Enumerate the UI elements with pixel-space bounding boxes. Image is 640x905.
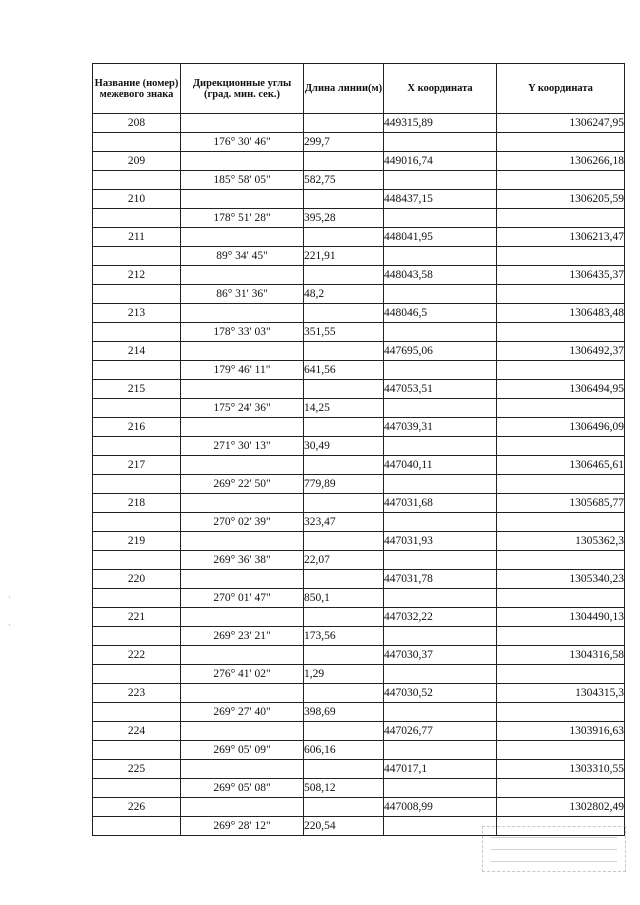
direction-angle: 269° 23' 21" [181, 627, 304, 646]
empty-cell [497, 513, 625, 532]
line-length: 323,47 [304, 513, 384, 532]
point-name: 219 [93, 532, 181, 551]
empty-cell [304, 798, 384, 817]
direction-angle: 269° 36' 38" [181, 551, 304, 570]
empty-cell [93, 247, 181, 266]
line-length: 395,28 [304, 209, 384, 228]
empty-cell [93, 665, 181, 684]
line-length: 221,91 [304, 247, 384, 266]
x-coordinate: 447053,51 [384, 380, 497, 399]
empty-cell [384, 285, 497, 304]
empty-cell [93, 475, 181, 494]
empty-cell [181, 722, 304, 741]
empty-cell [304, 722, 384, 741]
header-point-name: Название (номер) межевого знака [93, 64, 181, 114]
line-length: 22,07 [304, 551, 384, 570]
y-coordinate: 1306483,48 [497, 304, 625, 323]
empty-cell [497, 399, 625, 418]
line-length: 30,49 [304, 437, 384, 456]
point-name: 208 [93, 114, 181, 133]
empty-cell [304, 152, 384, 171]
empty-cell [304, 114, 384, 133]
empty-cell [497, 171, 625, 190]
line-length: 48,2 [304, 285, 384, 304]
empty-cell [497, 361, 625, 380]
segment-row [93, 361, 625, 380]
y-coordinate: 1305340,23 [497, 570, 625, 589]
empty-cell [181, 342, 304, 361]
empty-cell [304, 532, 384, 551]
header-direction-angle: Дирекционные углы (град. мин. сек.) [181, 64, 304, 114]
line-length: 582,75 [304, 171, 384, 190]
segment-row [93, 133, 625, 152]
segment-row [93, 399, 625, 418]
empty-cell [384, 171, 497, 190]
x-coordinate: 447030,52 [384, 684, 497, 703]
point-row [93, 266, 625, 285]
empty-cell [384, 323, 497, 342]
y-coordinate: 1306247,95 [497, 114, 625, 133]
header-row [93, 64, 625, 114]
empty-cell [93, 361, 181, 380]
empty-cell [497, 209, 625, 228]
y-coordinate: 1306435,37 [497, 266, 625, 285]
empty-cell [181, 760, 304, 779]
point-row [93, 228, 625, 247]
empty-cell [181, 570, 304, 589]
point-row [93, 570, 625, 589]
empty-cell [304, 608, 384, 627]
margin-speck: · [8, 592, 11, 602]
segment-row [93, 589, 625, 608]
empty-cell [181, 494, 304, 513]
point-name: 223 [93, 684, 181, 703]
header-y-coordinate: Y координата [497, 64, 625, 114]
empty-cell [181, 646, 304, 665]
empty-cell [181, 456, 304, 475]
empty-cell [181, 266, 304, 285]
empty-cell [181, 684, 304, 703]
x-coordinate: 449016,74 [384, 152, 497, 171]
empty-cell [304, 646, 384, 665]
segment-row [93, 551, 625, 570]
empty-cell [384, 741, 497, 760]
segment-row [93, 209, 625, 228]
empty-cell [304, 190, 384, 209]
point-row [93, 190, 625, 209]
empty-cell [497, 133, 625, 152]
point-name: 211 [93, 228, 181, 247]
empty-cell [497, 475, 625, 494]
point-name: 216 [93, 418, 181, 437]
empty-cell [384, 817, 497, 836]
header-line-length: Длина линии(м) [304, 64, 384, 114]
point-name: 221 [93, 608, 181, 627]
direction-angle: 179° 46' 11" [181, 361, 304, 380]
empty-cell [304, 304, 384, 323]
point-name: 212 [93, 266, 181, 285]
point-name: 209 [93, 152, 181, 171]
segment-row [93, 779, 625, 798]
point-row [93, 760, 625, 779]
x-coordinate: 447031,68 [384, 494, 497, 513]
direction-angle: 178° 51' 28" [181, 209, 304, 228]
empty-cell [93, 209, 181, 228]
point-row [93, 380, 625, 399]
point-row [93, 722, 625, 741]
point-name: 222 [93, 646, 181, 665]
empty-cell [181, 114, 304, 133]
x-coordinate: 448041,95 [384, 228, 497, 247]
y-coordinate: 1306205,59 [497, 190, 625, 209]
empty-cell [93, 323, 181, 342]
empty-cell [181, 190, 304, 209]
point-row [93, 532, 625, 551]
y-coordinate: 1305362,3 [497, 532, 625, 551]
empty-cell [384, 361, 497, 380]
x-coordinate: 447039,31 [384, 418, 497, 437]
empty-cell [384, 779, 497, 798]
y-coordinate: 1306492,37 [497, 342, 625, 361]
y-coordinate: 1306496,09 [497, 418, 625, 437]
x-coordinate: 447695,06 [384, 342, 497, 361]
segment-row [93, 285, 625, 304]
segment-row [93, 323, 625, 342]
point-name: 217 [93, 456, 181, 475]
boundary-coordinates-table [92, 63, 625, 836]
x-coordinate: 447008,99 [384, 798, 497, 817]
point-name: 213 [93, 304, 181, 323]
segment-row [93, 703, 625, 722]
y-coordinate: 1306465,61 [497, 456, 625, 475]
x-coordinate: 447030,37 [384, 646, 497, 665]
line-length: 850,1 [304, 589, 384, 608]
empty-cell [304, 494, 384, 513]
segment-row [93, 475, 625, 494]
x-coordinate: 448437,15 [384, 190, 497, 209]
empty-cell [93, 779, 181, 798]
y-coordinate: 1304490,13 [497, 608, 625, 627]
empty-cell [497, 437, 625, 456]
empty-cell [497, 285, 625, 304]
empty-cell [304, 380, 384, 399]
x-coordinate: 447040,11 [384, 456, 497, 475]
segment-row [93, 437, 625, 456]
segment-row [93, 513, 625, 532]
empty-cell [93, 627, 181, 646]
empty-cell [181, 798, 304, 817]
empty-cell [181, 228, 304, 247]
y-coordinate: 1303916,63 [497, 722, 625, 741]
y-coordinate: 1306494,95 [497, 380, 625, 399]
empty-cell [497, 779, 625, 798]
y-coordinate: 1305685,77 [497, 494, 625, 513]
direction-angle: 276° 41' 02" [181, 665, 304, 684]
empty-cell [93, 551, 181, 570]
segment-row [93, 665, 625, 684]
direction-angle: 270° 02' 39" [181, 513, 304, 532]
empty-cell [304, 418, 384, 437]
point-name: 226 [93, 798, 181, 817]
empty-cell [93, 703, 181, 722]
empty-cell [304, 228, 384, 247]
empty-cell [384, 551, 497, 570]
point-row [93, 608, 625, 627]
y-coordinate: 1302802,49 [497, 798, 625, 817]
x-coordinate: 448043,58 [384, 266, 497, 285]
segment-row [93, 247, 625, 266]
line-length: 351,55 [304, 323, 384, 342]
direction-angle: 86° 31' 36" [181, 285, 304, 304]
direction-angle: 178° 33' 03" [181, 323, 304, 342]
empty-cell [497, 551, 625, 570]
point-row [93, 646, 625, 665]
empty-cell [181, 380, 304, 399]
line-length: 606,16 [304, 741, 384, 760]
empty-cell [93, 133, 181, 152]
point-row [93, 342, 625, 361]
point-row [93, 304, 625, 323]
empty-cell [181, 304, 304, 323]
empty-cell [93, 399, 181, 418]
line-length: 1,29 [304, 665, 384, 684]
line-length: 508,12 [304, 779, 384, 798]
empty-cell [304, 760, 384, 779]
header-x-coordinate: X координата [384, 64, 497, 114]
x-coordinate: 447026,77 [384, 722, 497, 741]
empty-cell [384, 475, 497, 494]
x-coordinate: 449315,89 [384, 114, 497, 133]
point-row [93, 798, 625, 817]
direction-angle: 269° 28' 12" [181, 817, 304, 836]
point-row [93, 684, 625, 703]
empty-cell [181, 608, 304, 627]
empty-cell [93, 171, 181, 190]
direction-angle: 269° 05' 09" [181, 741, 304, 760]
empty-cell [304, 570, 384, 589]
table-body [93, 114, 625, 836]
point-row [93, 152, 625, 171]
direction-angle: 269° 05' 08" [181, 779, 304, 798]
empty-cell [497, 665, 625, 684]
x-coordinate: 447017,1 [384, 760, 497, 779]
point-name: 214 [93, 342, 181, 361]
point-name: 220 [93, 570, 181, 589]
empty-cell [304, 266, 384, 285]
empty-cell [384, 133, 497, 152]
empty-cell [93, 817, 181, 836]
line-length: 14,25 [304, 399, 384, 418]
direction-angle: 269° 22' 50" [181, 475, 304, 494]
point-name: 224 [93, 722, 181, 741]
direction-angle: 270° 01' 47" [181, 589, 304, 608]
point-name: 218 [93, 494, 181, 513]
empty-cell [93, 285, 181, 304]
empty-cell [304, 342, 384, 361]
empty-cell [93, 513, 181, 532]
empty-cell [93, 589, 181, 608]
empty-cell [384, 399, 497, 418]
empty-cell [384, 589, 497, 608]
point-name: 225 [93, 760, 181, 779]
empty-cell [384, 209, 497, 228]
direction-angle: 176° 30' 46" [181, 133, 304, 152]
y-coordinate: 1304316,58 [497, 646, 625, 665]
empty-cell [497, 323, 625, 342]
direction-angle: 175° 24' 36" [181, 399, 304, 418]
x-coordinate: 447031,78 [384, 570, 497, 589]
y-coordinate: 1303310,55 [497, 760, 625, 779]
y-coordinate: 1306213,47 [497, 228, 625, 247]
x-coordinate: 448046,5 [384, 304, 497, 323]
margin-speck: · [8, 620, 11, 630]
line-length: 299,7 [304, 133, 384, 152]
empty-cell [384, 627, 497, 646]
y-coordinate: 1304315,3 [497, 684, 625, 703]
empty-cell [497, 627, 625, 646]
empty-cell [497, 741, 625, 760]
y-coordinate: 1306266,18 [497, 152, 625, 171]
faded-stamp [482, 826, 626, 872]
point-row [93, 494, 625, 513]
empty-cell [181, 152, 304, 171]
point-row [93, 114, 625, 133]
direction-angle: 271° 30' 13" [181, 437, 304, 456]
empty-cell [93, 741, 181, 760]
segment-row [93, 171, 625, 190]
empty-cell [384, 437, 497, 456]
empty-cell [384, 665, 497, 684]
empty-cell [304, 684, 384, 703]
segment-row [93, 741, 625, 760]
direction-angle: 185° 58' 05" [181, 171, 304, 190]
empty-cell [384, 513, 497, 532]
point-row [93, 418, 625, 437]
empty-cell [497, 703, 625, 722]
empty-cell [93, 437, 181, 456]
line-length: 220,54 [304, 817, 384, 836]
empty-cell [181, 532, 304, 551]
empty-cell [497, 589, 625, 608]
empty-cell [384, 703, 497, 722]
line-length: 779,89 [304, 475, 384, 494]
direction-angle: 269° 27' 40" [181, 703, 304, 722]
point-name: 210 [93, 190, 181, 209]
line-length: 398,69 [304, 703, 384, 722]
line-length: 173,56 [304, 627, 384, 646]
empty-cell [497, 247, 625, 266]
empty-cell [181, 418, 304, 437]
direction-angle: 89° 34' 45" [181, 247, 304, 266]
x-coordinate: 447032,22 [384, 608, 497, 627]
empty-cell [384, 247, 497, 266]
line-length: 641,56 [304, 361, 384, 380]
empty-cell [304, 456, 384, 475]
point-name: 215 [93, 380, 181, 399]
point-row [93, 456, 625, 475]
segment-row [93, 627, 625, 646]
x-coordinate: 447031,93 [384, 532, 497, 551]
